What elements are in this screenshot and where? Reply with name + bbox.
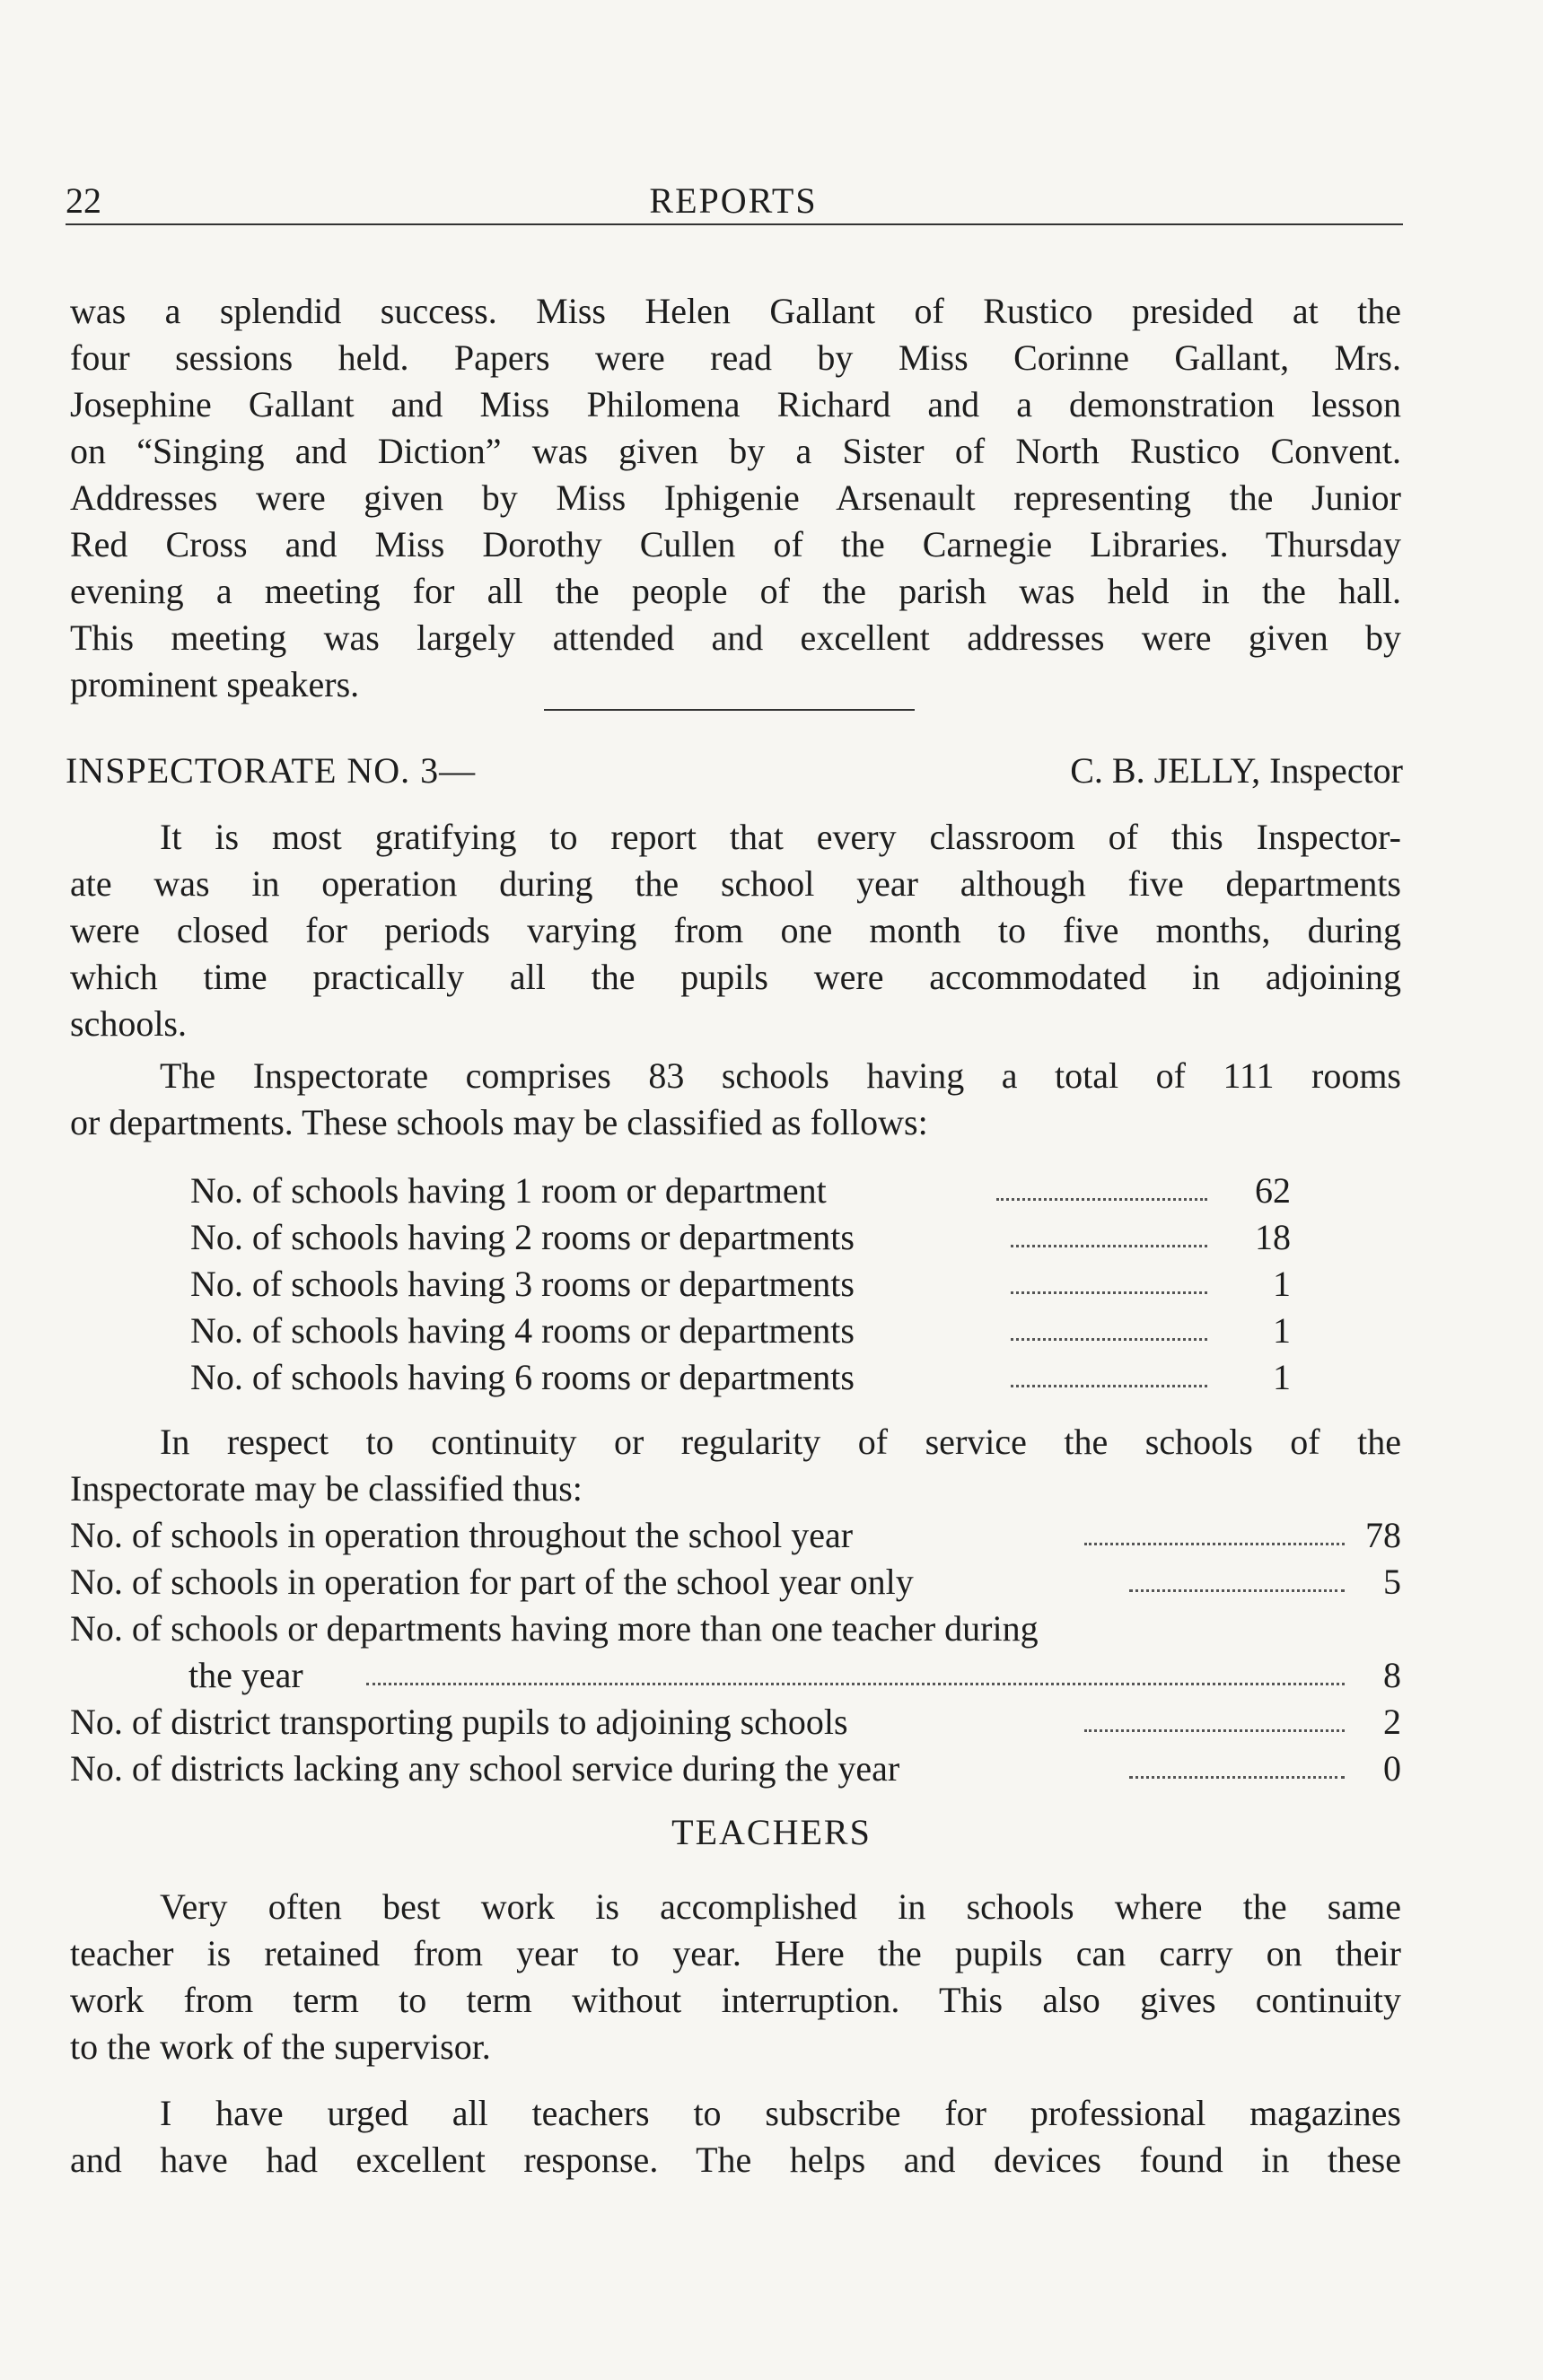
- intro-line: Addresses were given by Miss Iphigenie Arsenault representing the Junior: [70, 477, 1401, 518]
- section-divider: [544, 709, 915, 711]
- paragraph-line: I have urged all teachers to subscribe for professional magazines: [160, 2093, 1401, 2133]
- row-value: 78: [1365, 1515, 1401, 1555]
- leader-dots: [1129, 1587, 1345, 1592]
- paragraph-line: Very often best work is accomplished in schools where the same: [160, 1886, 1401, 1927]
- table-row: [190, 1355, 1291, 1400]
- paragraph-line: to the work of the supervisor.: [70, 2026, 491, 2067]
- row-value: 5: [1383, 1562, 1401, 1602]
- leader-dots: [1011, 1335, 1207, 1341]
- row-label: No. of schools having 3 rooms or departments: [190, 1264, 855, 1304]
- row-label: the year: [188, 1655, 303, 1695]
- intro-line: evening a meeting for all the people of the parish was held in the hall.: [70, 571, 1401, 611]
- row-label: No. of districts lacking any school service during the year: [70, 1748, 900, 1789]
- leader-dots: [996, 1195, 1207, 1201]
- running-head: REPORTS: [649, 180, 818, 221]
- leader-dots: [1011, 1382, 1207, 1387]
- paragraph-line: The Inspectorate comprises 83 schools having a total of 111 rooms: [160, 1055, 1401, 1096]
- row-value: 1: [1273, 1264, 1291, 1304]
- table-row: [70, 1653, 1401, 1698]
- section-title: INSPECTORATE NO. 3—: [66, 750, 477, 791]
- table-row: [70, 1513, 1401, 1558]
- row-label: No. of schools having 6 rooms or departments: [190, 1357, 855, 1397]
- row-label: No. of schools having 2 rooms or departments: [190, 1217, 855, 1257]
- paragraph-line: It is most gratifying to report that every classroom of this Inspector-: [160, 817, 1401, 857]
- paragraph-line: were closed for periods varying from one month to five months, during: [70, 910, 1401, 950]
- paragraph-line: work from term to term without interruption. This also gives continuity: [70, 1980, 1401, 2020]
- leader-dots: [1011, 1289, 1207, 1294]
- intro-line: on “Singing and Diction” was given by a Sister of North Rustico Convent.: [70, 431, 1401, 471]
- row-label: No. of schools having 1 room or department: [190, 1170, 827, 1211]
- intro-line: prominent speakers.: [70, 664, 360, 704]
- header-rule: [66, 223, 1403, 225]
- teachers-heading: TEACHERS: [671, 1812, 872, 1852]
- intro-line: Josephine Gallant and Miss Philomena Richard and a demonstration lesson: [70, 384, 1401, 424]
- section-heading: [66, 749, 1403, 794]
- row-value: 1: [1273, 1310, 1291, 1351]
- row-label: No. of district transporting pupils to adjoining schools: [70, 1702, 848, 1742]
- row-value: 2: [1383, 1702, 1401, 1742]
- row-value: 62: [1255, 1170, 1291, 1211]
- leader-dots: [1129, 1773, 1345, 1779]
- paragraph-line: In respect to continuity or regularity of service the schools of the: [160, 1422, 1401, 1462]
- table-row: [190, 1215, 1291, 1260]
- row-value: 1: [1273, 1357, 1291, 1397]
- table-row-text: No. of schools or departments having more than one teacher during: [70, 1608, 1039, 1649]
- row-label: No. of schools having 4 rooms or departments: [190, 1310, 855, 1351]
- intro-line: was a splendid success. Miss Helen Gallant of Rustico presided at the: [70, 291, 1401, 331]
- table-row: [190, 1168, 1291, 1213]
- table-row: [70, 1746, 1401, 1791]
- leader-dots: [1084, 1540, 1345, 1545]
- paragraph-line: teacher is retained from year to year. Here the pupils can carry on their: [70, 1933, 1401, 1973]
- table-row: [70, 1700, 1401, 1745]
- paragraph-line: schools.: [70, 1003, 187, 1044]
- inspector-name: C. B. JELLY, Inspector: [1070, 750, 1403, 791]
- row-label: No. of schools in operation for part of the school year only: [70, 1562, 914, 1602]
- row-value: 18: [1255, 1217, 1291, 1257]
- row-value: 8: [1383, 1655, 1401, 1695]
- paragraph-line: or departments. These schools may be classified as follows:: [70, 1102, 928, 1142]
- page-number: 22: [66, 180, 101, 221]
- paragraph-line: and have had excellent response. The helps and devices found in these: [70, 2139, 1401, 2180]
- page-header: [66, 179, 1401, 224]
- leader-dots: [366, 1680, 1345, 1685]
- paragraph-line: Inspectorate may be classified thus:: [70, 1468, 583, 1509]
- table-row: [190, 1308, 1291, 1353]
- table-row: [190, 1262, 1291, 1307]
- table-row: [70, 1560, 1401, 1605]
- row-value: 0: [1383, 1748, 1401, 1789]
- leader-dots: [1011, 1242, 1207, 1247]
- row-label: No. of schools in operation throughout the school year: [70, 1515, 854, 1555]
- intro-line: This meeting was largely attended and excellent addresses were given by: [70, 617, 1401, 658]
- intro-line: four sessions held. Papers were read by Miss Corinne Gallant, Mrs.: [70, 337, 1401, 378]
- paragraph-line: ate was in operation during the school year although five departments: [70, 863, 1401, 904]
- intro-line: Red Cross and Miss Dorothy Cullen of the Carnegie Libraries. Thursday: [70, 524, 1401, 564]
- leader-dots: [1084, 1727, 1345, 1732]
- paragraph-line: which time practically all the pupils were accommodated in adjoining: [70, 957, 1401, 997]
